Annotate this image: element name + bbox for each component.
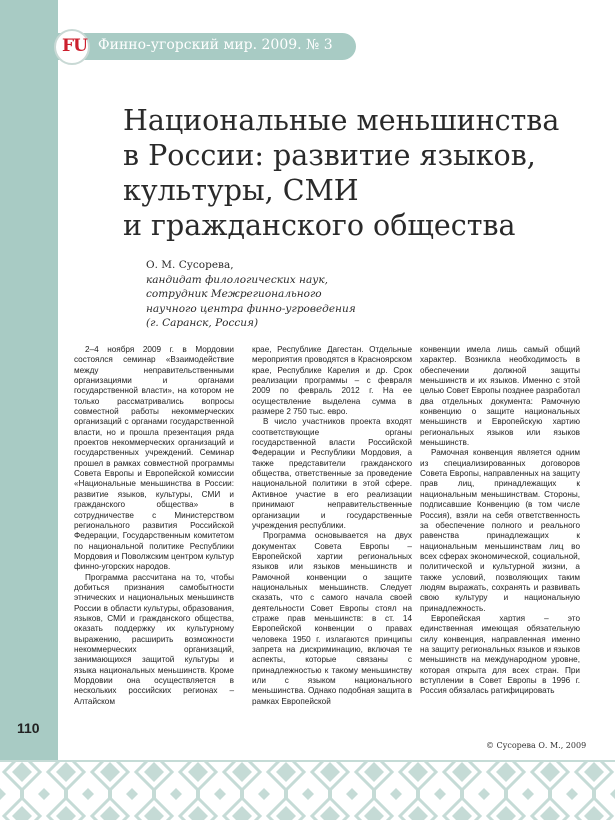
page-number: 110 [17, 720, 40, 736]
author-affiliation-line: сотрудник Межрегионального [146, 288, 322, 300]
article-title [123, 103, 593, 243]
article-title-line: в России: развитие языков, [123, 139, 536, 172]
paragraph: Программа основывается на двух документах Совета Европы – Европейской хартии региональных языков или языков меньшинств и Рамочной конвенции о защите национальных меньшинств. Следует сказать, что с самого начала своей деятельности Совет Европы стоял на страже прав меньшинств: в ст. 14 Европейской конвенции о правах человека 1950 г. излагаются принципы запрета на дискриминацию, включая те аспекты, которые связаны с принадлежностью к такому меньшинству или с языком национального меньшинства. Однако подобная защита в рамках Европейской [252, 531, 412, 706]
paragraph: 2–4 ноября 2009 г. в Мордовии состоялся семинар «Взаимодействие между неправительственными организациями и органами государственной власти», на котором не только рассматривались вопросы совместной работы некоммерческих организаций с органами государственной власти, но и прошла презентация ряда проектов некоммерческих организаций и государственных учреждений. Семинар прошел в рамках совместной программы Совета Европы и Европейской комиссии «Национальные меньшинства в России: развитие языков, культуры, СМИ и гражданского общества» в сотрудничестве с Министерством регионального развития Российской Федерации, Государственным комитетом по национальной политике Республики Мордовия и Поволжским центром культур финно-угорских народов. [74, 345, 234, 572]
author-affiliation-line: кандидат филологических наук, [146, 273, 328, 286]
article-title-line: и гражданского общества [123, 209, 516, 242]
paragraph: Европейская хартия – это единственная имеющая обязательную силу конвенция, направленная именно на защиту региональных языков и языков меньшинств на международном уровне, которая открыта для всех стран. При вступлении в Совет Европы в 1996 г. Россия обязалась ратифицировать [420, 613, 580, 696]
copyright-note: © Сусорева О. М., 2009 [486, 741, 587, 750]
author-block [146, 258, 446, 331]
paragraph: В число участников проекта входят соответствующие органы государственной власти Российской Федерации и Республики Мордовия, а также представители гражданского общества, ответственные за проведение национальной политики в этой сфере. Активное участие в его реализации принимают неправительственные организации и государственные учреждения республики. [252, 417, 412, 530]
journal-title: Финно-угорский мир. 2009. № 3 [98, 37, 333, 53]
author-affiliation-line: научного центра финно-угроведения [146, 302, 356, 315]
paragraph: конвенции имела лишь самый общий характер. Возникла необходимость в обеспечении должной защиты меньшинств и их языков. Именно с этой целью Совет Европы позднее разработал два отдельных документа: Рамочную конвенцию о защите национальных меньшинств и Европейскую хартию региональных языков или языков меньшинств. [420, 345, 580, 448]
ornament-border [0, 750, 615, 820]
paragraph: Программа рассчитана на то, чтобы добиться признания самобытности этнических и национальных меньшинств России в области культуры, образования, языков, СМИ и гражданского общества, оказать поддержку их культурному выражению, расширить возможности некоммерческих организаций, занимающихся защитой культуры и языка национальных меньшинств. Кроме Мордовии она осуществляется в нескольких российских регионах – Алтайском [74, 572, 234, 706]
text-column-3 [420, 345, 580, 697]
author-name: О. М. Сусорева, [146, 259, 234, 271]
text-column-2 [252, 345, 412, 707]
text-column-1 [74, 345, 234, 707]
side-color-band [0, 0, 58, 820]
journal-logo-text: FU [62, 36, 87, 56]
paragraph: Рамочная конвенция является одним из специализированных договоров Совета Европы, направленных на защиту прав лиц, принадлежащих к национальным меньшинствам. Стороны, подписавшие Конвенцию (в том числе Россия), взяли на себя ответственность за обеспечение полного и реального равенства принадлежащих к национальным меньшинствам лиц во всех сферах экономической, социальной, политической и культурной жизни, а также условий, позволяющих таким людям выражать, сохранять и развивать свою культуру и национальную принадлежность. [420, 448, 580, 613]
article-title-line: культуры, СМИ [123, 174, 359, 207]
paragraph: крае, Республике Дагестан. Отдельные мероприятия проводятся в Красноярском крае, Республике Карелия и др. Срок реализации программы – с февраля 2009 по февраль 2012 г. На ее осуществление выделена сумма в размере 2 750 тыс. евро. [252, 345, 412, 417]
author-affiliation-line: (г. Саранск, Россия) [146, 317, 259, 329]
article-title-line: Национальные меньшинства [123, 104, 560, 137]
